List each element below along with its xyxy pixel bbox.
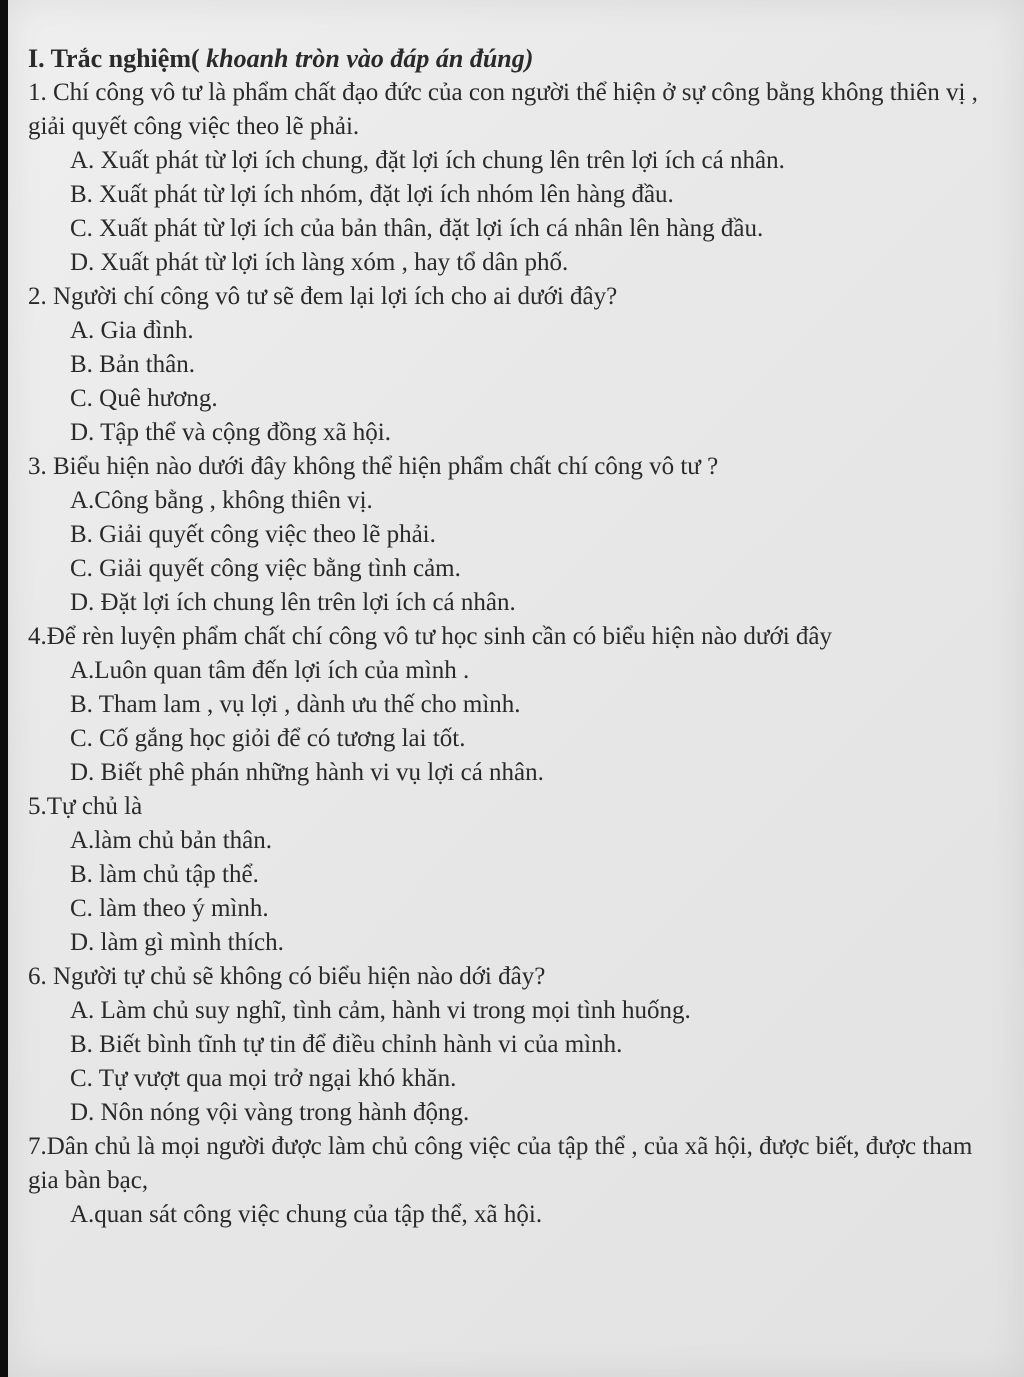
option-c: C. làm theo ý mình. — [70, 895, 269, 922]
section-heading — [28, 42, 1018, 76]
question-text: 1. Chí công vô tư là phẩm chất đạo đức của con người thể hiện ở sự công bằng không thiên vị , giải quyết công việc theo lẽ phải. — [28, 79, 978, 140]
question-1 — [28, 76, 1018, 280]
option-d: D. làm gì mình thích. — [70, 929, 284, 956]
option-a: A.Công bằng , không thiên vị. — [70, 487, 373, 514]
question-6 — [28, 960, 1018, 1130]
option-c: C. Xuất phát từ lợi ích của bản thân, đặt lợi ích cá nhân lên hàng đầu. — [70, 215, 764, 242]
option-b: B. Biết bình tĩnh tự tin để điều chỉnh hành vi của mình. — [70, 1031, 623, 1058]
option-c: C. Quê hương. — [70, 385, 218, 412]
question-text: 3. Biểu hiện nào dưới đây không thể hiện phẩm chất chí công vô tư ? — [28, 453, 719, 480]
option-a: A.quan sát công việc chung của tập thể, xã hội. — [70, 1201, 543, 1228]
option-c: C. Tự vượt qua mọi trở ngại khó khăn. — [70, 1065, 457, 1092]
question-3 — [28, 450, 1018, 620]
question-text: 4.Để rèn luyện phẩm chất chí công vô tư học sinh cần có biểu hiện nào dưới đây — [28, 623, 832, 650]
question-5 — [28, 790, 1018, 960]
option-c: C. Giải quyết công việc bằng tình cảm. — [70, 555, 461, 582]
option-b: B. Giải quyết công việc theo lẽ phải. — [70, 521, 436, 548]
option-d: D. Đặt lợi ích chung lên trên lợi ích cá nhân. — [70, 589, 516, 616]
question-text: 7.Dân chủ là mọi người được làm chủ công việc của tập thể , của xã hội, được biết, được tham gia bàn bạc, — [28, 1133, 973, 1194]
question-text: 2. Người chí công vô tư sẽ đem lại lợi ích cho ai dưới đây? — [28, 283, 618, 310]
option-a: A.làm chủ bản thân. — [70, 827, 273, 854]
option-b: B. Xuất phát từ lợi ích nhóm, đặt lợi ích nhóm lên hàng đầu. — [70, 181, 674, 208]
option-a: A. Gia đình. — [70, 317, 194, 344]
document-body — [28, 42, 1018, 1232]
question-7 — [28, 1130, 1018, 1232]
option-d: D. Tập thể và cộng đồng xã hội. — [70, 419, 391, 446]
question-text: 6. Người tự chủ sẽ không có biểu hiện nào dới đây? — [28, 963, 546, 990]
heading-title: I. Trắc nghiệm( — [28, 44, 200, 73]
question-2 — [28, 280, 1018, 450]
paper-sheet — [8, 0, 1024, 1377]
option-a: A. Làm chủ suy nghĩ, tình cảm, hành vi trong mọi tình huống. — [70, 997, 691, 1024]
option-b: B. làm chủ tập thể. — [70, 861, 259, 888]
option-c: C. Cố gắng học giỏi để có tương lai tốt. — [70, 725, 466, 752]
option-a: A.Luôn quan tâm đến lợi ích của mình . — [70, 657, 470, 684]
option-d: D. Nôn nóng vội vàng trong hành động. — [70, 1099, 470, 1126]
option-d: D. Xuất phát từ lợi ích làng xóm , hay tổ dân phố. — [70, 249, 569, 276]
option-b: B. Tham lam , vụ lợi , dành ưu thế cho mình. — [70, 691, 521, 718]
heading-instruction: khoanh tròn vào đáp án đúng) — [199, 44, 534, 73]
option-a: A. Xuất phát từ lợi ích chung, đặt lợi ích chung lên trên lợi ích cá nhân. — [70, 147, 785, 174]
question-4 — [28, 620, 1018, 790]
option-b: B. Bản thân. — [70, 351, 195, 378]
question-text: 5.Tự chủ là — [28, 793, 143, 820]
option-d: D. Biết phê phán những hành vi vụ lợi cá nhân. — [70, 759, 544, 786]
